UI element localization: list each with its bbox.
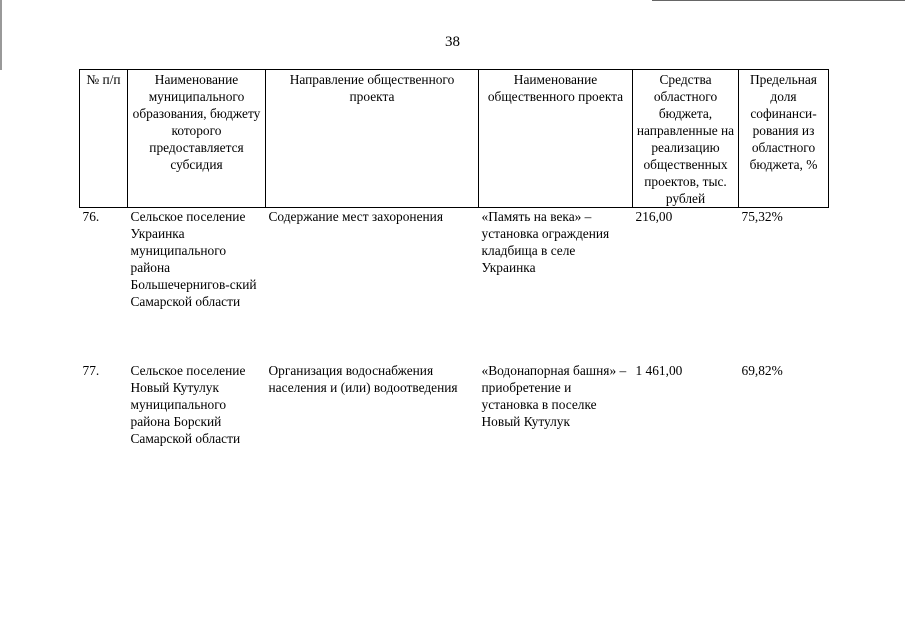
header-municipality: Наименование муниципального образования, бюджету которого предоставляется субсидия (128, 70, 266, 208)
row-municipality: Сельское поселение Новый Кутулук муниципального района Борский Самарской области (130, 363, 246, 446)
row-project: «Память на века» – установка ограждения кладбища в селе Украинка (481, 209, 610, 275)
header-share: Предельная доля софинанси-рования из областного бюджета, % (739, 70, 829, 208)
row-municipality: Сельское поселение Украинка муниципального района Большечернигов-ский Самарской области (130, 209, 257, 309)
top-rule (652, 0, 905, 1)
row-number: 76. (82, 209, 100, 224)
table-row (80, 362, 829, 472)
row-direction: Содержание мест захоронения (268, 209, 444, 224)
row-share: 75,32% (741, 209, 783, 224)
row-amount: 216,00 (635, 209, 673, 224)
table-header-row (80, 70, 829, 208)
row-share: 69,82% (741, 363, 783, 378)
row-number: 77. (82, 363, 100, 378)
row-project: «Водонапорная башня» – приобретение и установка в поселке Новый Кутулук (481, 363, 627, 429)
table-row (80, 208, 829, 363)
row-direction: Организация водоснабжения населения и (или) водоотведения (268, 363, 458, 395)
header-number: № п/п (80, 70, 128, 208)
row-amount: 1 461,00 (635, 363, 683, 378)
subsidy-table (79, 69, 829, 472)
header-direction: Направление общественного проекта (266, 70, 479, 208)
header-amount: Средства областного бюджета, направленные на реализацию общественных проектов, тыс. рублей (633, 70, 739, 208)
page-number: 38 (445, 34, 460, 50)
header-project: Наименование общественного проекта (479, 70, 633, 208)
